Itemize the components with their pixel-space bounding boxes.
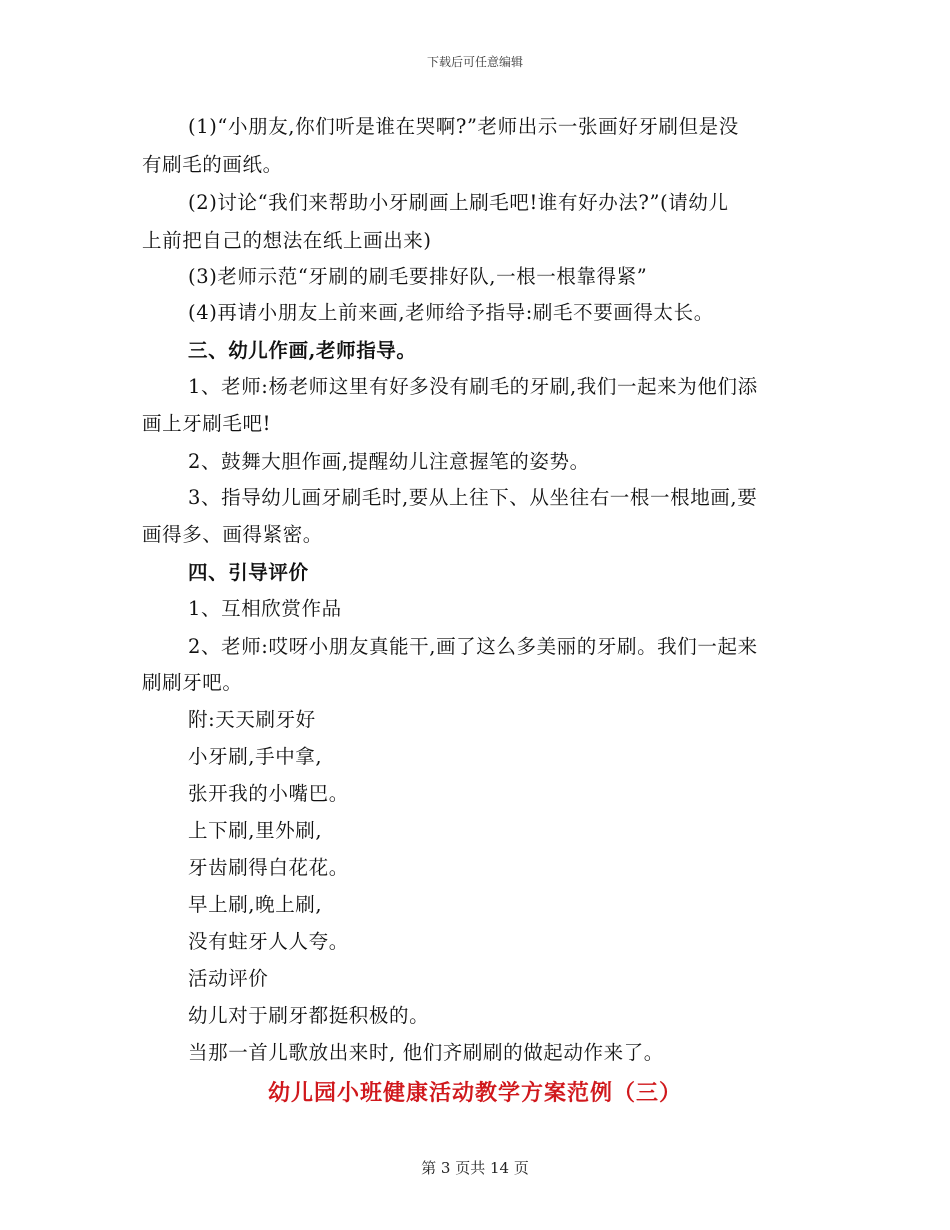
paragraph-line: 上前把自己的想法在纸上画出来) — [142, 229, 432, 252]
paragraph-line: 幼儿对于刷牙都挺积极的。 — [188, 1004, 430, 1027]
paragraph-line: 有刷毛的画纸。 — [142, 153, 283, 176]
section-title: 幼儿园小班健康活动教学方案范例（三） — [267, 1080, 682, 1106]
poem-line: 没有蛀牙人人夸。 — [188, 930, 349, 953]
paragraph-line: 1、互相欣赏作品 — [188, 597, 342, 620]
paragraph-line: (4)再请小朋友上前来画,老师给予指导:刷毛不要画得太长。 — [188, 301, 714, 324]
poem-title: 附:天天刷牙好 — [188, 708, 316, 731]
paragraph-line: 当那一首儿歌放出来时, 他们齐刷刷的做起动作来了。 — [188, 1041, 664, 1064]
paragraph-line: (3)老师示范“牙刷的刷毛要排好队,一根一根靠得紧” — [188, 265, 648, 288]
section-heading: 三、幼儿作画,老师指导。 — [188, 339, 417, 362]
poem-line: 牙齿刷得白花花。 — [188, 856, 349, 879]
poem-line: 小牙刷,手中拿, — [188, 745, 323, 768]
paragraph-line: 画得多、画得紧密。 — [142, 523, 323, 546]
poem-line: 上下刷,里外刷, — [188, 819, 323, 842]
poem-line: 张开我的小嘴巴。 — [188, 782, 349, 805]
paragraph-line: 2、鼓舞大胆作画,提醒幼儿注意握笔的姿势。 — [188, 450, 590, 473]
paragraph-line: 1、老师:杨老师这里有好多没有刷毛的牙刷,我们一起来为他们添 — [188, 375, 758, 398]
section-heading: 四、引导评价 — [188, 561, 309, 584]
paragraph-line: 3、指导幼儿画牙刷毛时,要从上往下、从坐往右一根一根地画,要 — [188, 486, 758, 509]
paragraph-line: (2)讨论“我们来帮助小牙刷画上刷毛吧!谁有好办法?”(请幼儿 — [188, 191, 729, 214]
paragraph-line: 画上牙刷毛吧! — [142, 412, 272, 435]
paragraph-line: 2、老师:哎呀小朋友真能干,画了这么多美丽的牙刷。我们一起来 — [188, 635, 758, 658]
poem-line: 早上刷,晚上刷, — [188, 893, 323, 916]
paragraph-line: 刷刷牙吧。 — [142, 671, 243, 694]
page-number: 第 3 页共 14 页 — [421, 1159, 529, 1177]
page-header-note: 下载后可任意编辑 — [426, 55, 523, 69]
paragraph-line: 活动评价 — [188, 967, 269, 990]
paragraph-line: (1)“小朋友,你们听是谁在哭啊?”老师出示一张画好牙刷但是没 — [188, 115, 739, 138]
